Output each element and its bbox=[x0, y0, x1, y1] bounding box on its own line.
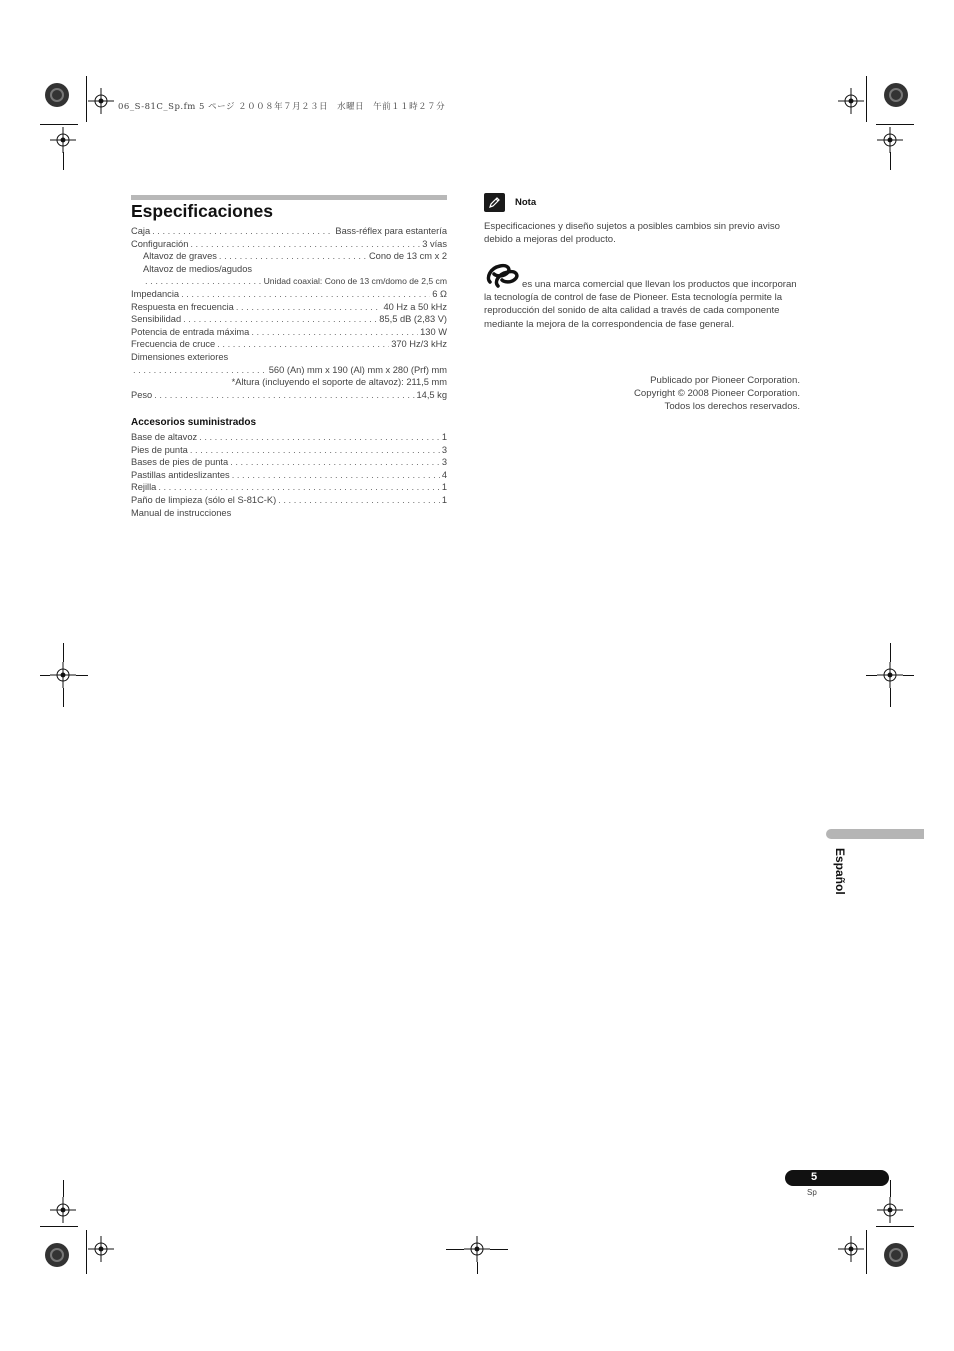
accessory-qty: 1 bbox=[441, 494, 447, 505]
file-header: 06_S-81C_Sp.fm 5 ページ ２００８年７月２３日 水曜日 午前１１時２７分 bbox=[118, 102, 446, 112]
accessory-qty: 1 bbox=[441, 432, 447, 442]
accessory-qty: 3 bbox=[441, 444, 447, 455]
leader-dots bbox=[278, 494, 440, 507]
accessory-row bbox=[131, 431, 447, 444]
trim-mark bbox=[866, 1230, 867, 1274]
spec-row bbox=[131, 376, 447, 389]
spec-value: 560 (An) mm x 190 (Al) mm x 280 (Prf) mm bbox=[268, 364, 447, 375]
spec-label: Altavoz de medios/agudos bbox=[143, 263, 253, 274]
spec-value: 85,5 dB (2,83 V) bbox=[379, 314, 447, 325]
trim-mark bbox=[63, 1180, 64, 1197]
spec-value: 130 W bbox=[420, 326, 447, 337]
trim-mark bbox=[40, 675, 50, 676]
spec-row bbox=[131, 225, 447, 238]
accessory-label: Rejilla bbox=[131, 482, 157, 493]
leader-dots bbox=[181, 288, 430, 301]
crosshair-icon bbox=[838, 1236, 864, 1262]
registration-wheel-icon bbox=[44, 1242, 70, 1268]
spec-row bbox=[131, 301, 447, 314]
spec-label: Dimensiones exteriores bbox=[131, 351, 229, 362]
crosshair-icon bbox=[877, 662, 903, 688]
trim-mark bbox=[86, 1230, 87, 1274]
trim-mark bbox=[63, 643, 64, 662]
spec-value: Unidad coaxial: Cono de 13 cm/domo de 2,5 cm bbox=[263, 276, 447, 287]
leader-dots bbox=[219, 250, 367, 263]
crosshair-icon bbox=[50, 127, 76, 153]
spec-row bbox=[131, 275, 447, 288]
accessory-row bbox=[131, 507, 447, 520]
trim-mark bbox=[866, 76, 867, 122]
registration-wheel-icon bbox=[883, 1242, 909, 1268]
accessory-label: Bases de pies de punta bbox=[131, 457, 229, 468]
accessory-label: Pies de punta bbox=[131, 444, 188, 455]
trim-mark bbox=[903, 675, 914, 676]
trim-mark bbox=[890, 152, 891, 170]
spec-value: 370 Hz/3 kHz bbox=[391, 339, 447, 350]
accessory-row bbox=[131, 469, 447, 482]
section-title-bar bbox=[131, 195, 447, 200]
spec-label: Potencia de entrada máxima bbox=[131, 326, 250, 337]
spec-label: Peso bbox=[131, 389, 153, 400]
trim-mark bbox=[40, 1226, 78, 1227]
crosshair-icon bbox=[88, 1236, 114, 1262]
note-text: Especificaciones y diseño sujetos a posibles cambios sin previo aviso debido a mejoras del producto. bbox=[484, 221, 780, 246]
accessory-row bbox=[131, 494, 447, 507]
spec-value: 3 vías bbox=[422, 238, 447, 249]
trim-mark bbox=[446, 1249, 464, 1250]
leader-dots bbox=[230, 456, 440, 469]
spec-value: *Altura (incluyendo el soporte de altavoz): 211,5 mm bbox=[231, 377, 447, 388]
trim-mark bbox=[866, 675, 877, 676]
spec-value: 40 Hz a 50 kHz bbox=[383, 301, 447, 312]
spec-row bbox=[131, 288, 447, 301]
accessory-qty: 1 bbox=[441, 482, 447, 493]
spec-label: Configuración bbox=[131, 238, 189, 249]
accessory-row bbox=[131, 444, 447, 457]
trim-mark bbox=[477, 1262, 478, 1274]
spec-label: Altavoz de graves bbox=[143, 251, 217, 262]
leader-dots bbox=[190, 238, 420, 251]
registration-wheel-icon bbox=[883, 82, 909, 108]
crosshair-icon bbox=[877, 1197, 903, 1223]
spec-row bbox=[131, 364, 447, 377]
spec-row bbox=[131, 313, 447, 326]
spec-row bbox=[131, 351, 447, 364]
leader-dots bbox=[236, 301, 382, 314]
leader-dots bbox=[145, 275, 262, 288]
spec-label: Sensibilidad bbox=[131, 314, 182, 325]
spec-label: Frecuencia de cruce bbox=[131, 339, 216, 350]
trim-mark bbox=[490, 1249, 508, 1250]
spec-row bbox=[131, 326, 447, 339]
trim-mark bbox=[876, 124, 914, 125]
language-tab-label: Español bbox=[833, 848, 847, 895]
section-title: Especificaciones bbox=[131, 201, 274, 221]
spec-list bbox=[131, 225, 447, 401]
leader-dots bbox=[190, 444, 440, 457]
accessory-row bbox=[131, 456, 447, 469]
spec-row bbox=[131, 238, 447, 251]
accessories-list bbox=[131, 431, 447, 519]
leader-dots bbox=[154, 389, 414, 402]
accessory-label: Paño de limpieza (sólo el S-81C-K) bbox=[131, 494, 277, 505]
registration-wheel-icon bbox=[44, 82, 70, 108]
leader-dots bbox=[158, 481, 440, 494]
trim-mark bbox=[63, 152, 64, 170]
accessory-label: Pastillas antideslizantes bbox=[131, 469, 230, 480]
spec-label: Caja bbox=[131, 226, 151, 236]
leader-dots bbox=[251, 326, 418, 339]
trim-mark bbox=[890, 643, 891, 662]
leader-dots bbox=[232, 469, 440, 482]
accessory-qty: 3 bbox=[441, 457, 447, 468]
spec-row bbox=[131, 263, 447, 276]
rights-line: Todos los derechos reservados. bbox=[664, 401, 800, 413]
trim-mark bbox=[40, 124, 78, 125]
spec-row bbox=[131, 389, 447, 402]
leader-dots bbox=[217, 338, 389, 351]
page-language-code: Sp bbox=[807, 1188, 817, 1197]
trim-mark bbox=[876, 1226, 914, 1227]
spec-value: 6 Ω bbox=[432, 288, 447, 299]
trim-mark bbox=[86, 76, 87, 122]
crosshair-icon bbox=[50, 662, 76, 688]
publisher-line: Publicado por Pioneer Corporation. bbox=[650, 375, 800, 386]
trim-mark bbox=[76, 675, 88, 676]
leader-dots bbox=[199, 431, 440, 444]
publisher-block bbox=[560, 374, 800, 414]
crosshair-icon bbox=[464, 1236, 490, 1262]
note-label: Nota bbox=[515, 197, 537, 208]
spec-row bbox=[131, 250, 447, 263]
trim-mark bbox=[890, 1180, 891, 1197]
accessory-label: Manual de instrucciones bbox=[131, 507, 232, 518]
spec-value: 14,5 kg bbox=[416, 389, 447, 400]
leader-dots bbox=[152, 225, 333, 238]
note-pencil-icon bbox=[484, 193, 505, 212]
page-number: 5 bbox=[810, 1171, 818, 1183]
accessories-title: Accesorios suministrados bbox=[131, 417, 257, 428]
copyright-line: Copyright © 2008 Pioneer Corporation. bbox=[634, 388, 800, 400]
language-tab-bar bbox=[826, 829, 924, 839]
crosshair-icon bbox=[838, 88, 864, 114]
spec-label: Respuesta en frecuencia bbox=[131, 301, 234, 312]
accessory-label: Base de altavoz bbox=[131, 432, 198, 442]
accessory-qty: 4 bbox=[441, 469, 447, 480]
trademark-text: es una marca comercial que llevan los productos que incorporan la tecnología de control de fase de Pioneer. Esta tecnología permite la reproducción del sonido de alta calidad a través de cada componente mediante la mejora de la correspondencia de fase general. bbox=[484, 279, 797, 330]
leader-dots bbox=[133, 364, 267, 377]
crosshair-icon bbox=[50, 1197, 76, 1223]
crosshair-icon bbox=[88, 88, 114, 114]
spec-value: Bass-réflex para estantería bbox=[335, 226, 447, 236]
spec-value: Cono de 13 cm x 2 bbox=[368, 251, 447, 262]
crosshair-icon bbox=[877, 127, 903, 153]
leader-dots bbox=[183, 313, 377, 326]
trim-mark bbox=[63, 688, 64, 707]
trim-mark bbox=[890, 688, 891, 707]
spec-row bbox=[131, 338, 447, 351]
accessory-row bbox=[131, 481, 447, 494]
spec-label: Impedancia bbox=[131, 288, 180, 299]
